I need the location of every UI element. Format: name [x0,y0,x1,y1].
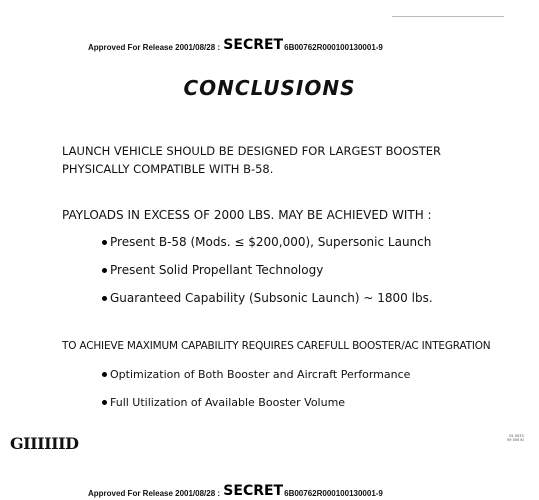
statement-line: PHYSICALLY COMPATIBLE WITH B-58. [62,162,274,176]
integration-bullet-list [102,366,410,422]
list-item-text: Present B-58 (Mods. ≤ $200,000), Supersonic Launch [110,235,432,249]
stamp-line: 59 005 KI [507,438,524,442]
document-id: 6B00762R000100130001-9 [284,489,383,498]
release-header [88,38,383,54]
list-item [102,394,410,422]
list-item [102,233,433,261]
corner-mark: GIIIIIID [10,434,79,453]
bullet-icon [102,296,107,301]
document-id: 6B00762R000100130001-9 [284,43,383,52]
payload-statement: PAYLOADS IN EXCESS OF 2000 LBS. MAY BE ACHIEVED WITH : [62,208,432,222]
list-item-text: Guaranteed Capability (Subsonic Launch) ~ 1800 lbs. [110,291,433,305]
release-prefix: Approved For Release 2001/08/28 : [88,43,221,52]
list-item [102,261,433,289]
list-item-text: Full Utilization of Available Booster Volume [110,396,346,409]
bullet-icon [102,240,107,245]
bullet-icon [102,372,107,377]
list-item [102,289,433,317]
classification-marking: SECRET [223,37,284,53]
release-prefix: Approved For Release 2001/08/28 : [88,489,221,498]
launch-vehicle-statement [62,142,441,178]
statement-line: LAUNCH VEHICLE SHOULD BE DESIGNED FOR LARGEST BOOSTER [62,144,442,158]
list-item [102,366,410,394]
page-title: CONCLUSIONS [183,76,356,100]
filing-stamp [507,434,524,442]
classification-marking: SECRET [223,483,284,499]
payload-bullet-list [102,233,433,317]
stamp-line: 02 0533 [509,434,524,438]
bullet-icon [102,400,107,405]
list-item-text: Optimization of Both Booster and Aircraft Performance [110,368,411,381]
list-item-text: Present Solid Propellant Technology [110,263,324,277]
integration-statement: TO ACHIEVE MAXIMUM CAPABILITY REQUIRES CAREFULL BOOSTER/AC INTEGRATION [62,340,491,352]
bullet-icon [102,268,107,273]
scan-artifact-line [392,16,504,17]
release-footer [88,484,383,500]
